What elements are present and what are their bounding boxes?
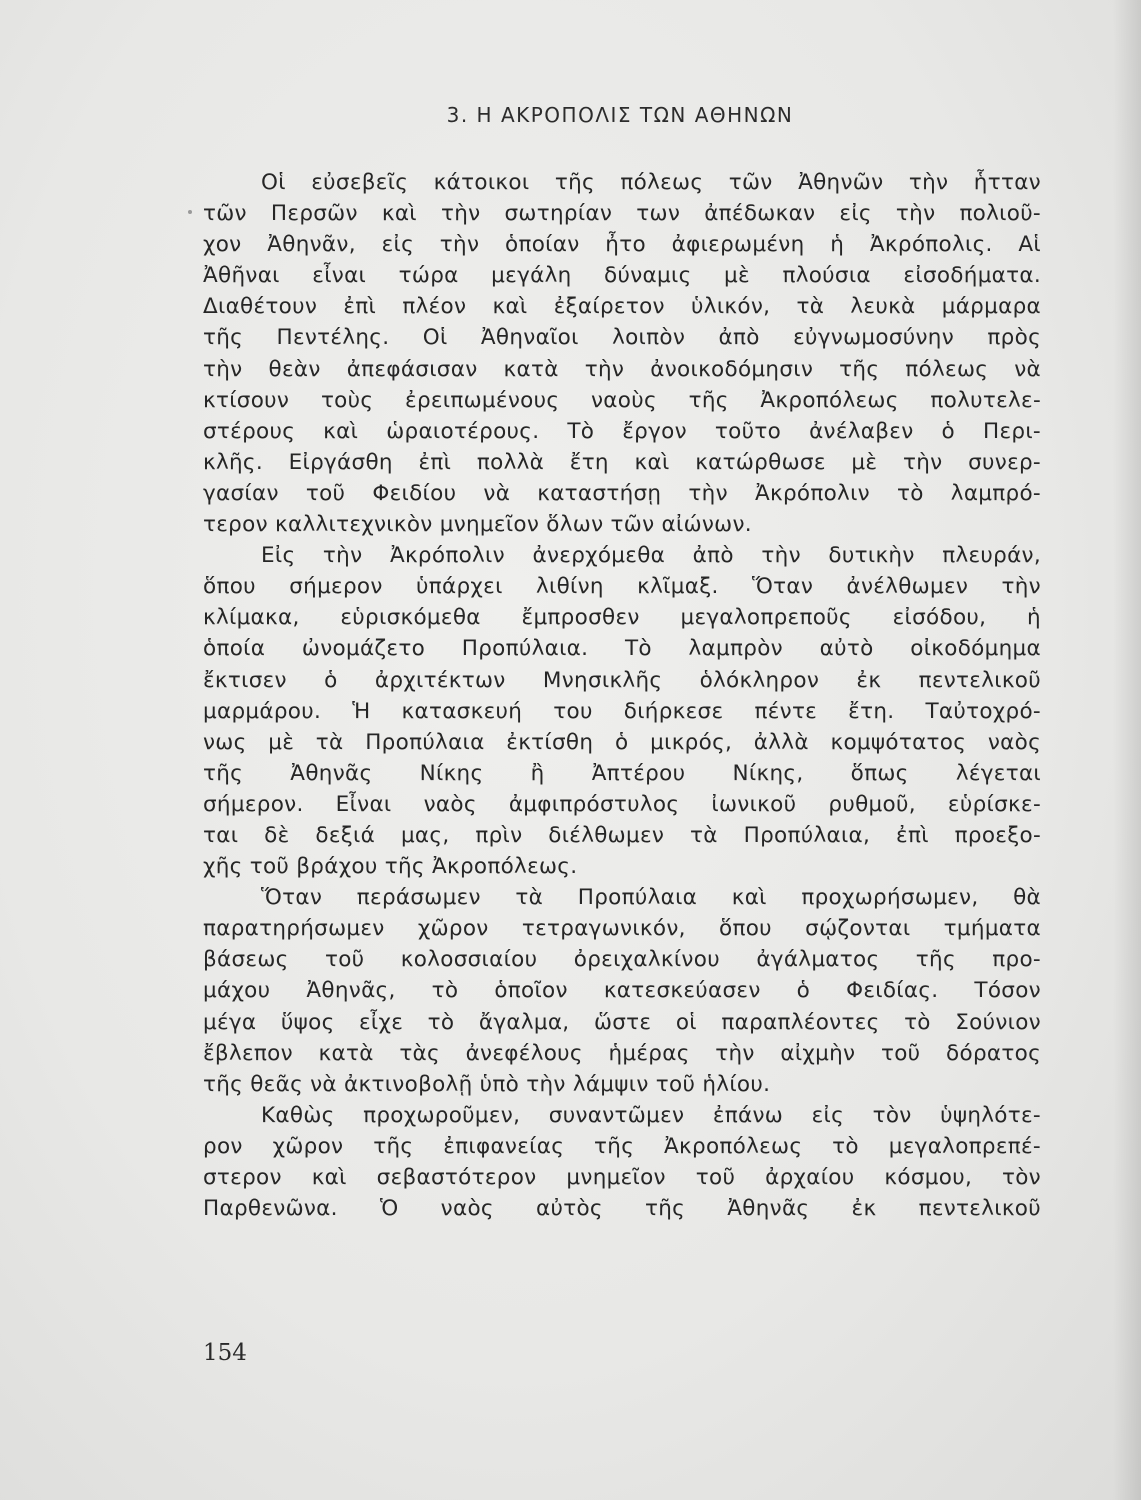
text-line: ται δὲ δεξιά μας, πρὶν διέλθωμεν τὰ Προπύλαια, ἐπὶ προεξο- (203, 822, 1041, 848)
text-line: τῆς Ἀθηνᾶς Νίκης ἢ Ἀπτέρου Νίκης, ὅπως λέγεται (203, 760, 1041, 786)
page-edge-shadow (1113, 0, 1141, 1500)
text-line: τῶν Περσῶν καὶ τὴν σωτηρίαν των ἀπέδωκαν εἰς τὴν πολιοῦ- (203, 201, 1041, 227)
text-line: χῆς τοῦ βράχου τῆς Ἀκροπόλεως. (203, 854, 578, 880)
text-line: ρον χῶρον τῆς ἐπιφανείας τῆς Ἀκροπόλεως τὸ μεγαλοπρεπέ- (203, 1133, 1041, 1159)
text-line: μέγα ὕψος εἶχε τὸ ἄγαλμα, ὥστε οἱ παραπλέοντες τὸ Σούνιον (203, 1009, 1041, 1035)
text-line: Καθὼς προχωροῦμεν, συναντῶμεν ἐπάνω εἰς τὸν ὑψηλότε- (261, 1102, 1041, 1128)
text-line: Οἱ εὐσεβεῖς κάτοικοι τῆς πόλεως τῶν Ἀθηνῶν τὴν ἧτταν (261, 170, 1041, 195)
text-line: μαρμάρου. Ἡ κατασκευή του διήρκεσε πέντε ἔτη. Ταὐτοχρό- (203, 698, 1041, 724)
text-line: ἔκτισεν ὁ ἀρχιτέκτων Μνησικλῆς ὁλόκληρον ἐκ πεντελικοῦ (203, 667, 1041, 693)
page-number: 154 (203, 1340, 247, 1366)
text-line: γασίαν τοῦ Φειδίου νὰ καταστήσῃ τὴν Ἀκρόπολιν τὸ λαμπρό- (203, 480, 1041, 506)
text-line: κλίμακα, εὑρισκόμεθα ἔμπροσθεν μεγαλοπρεποῦς εἰσόδου, ἡ (203, 605, 1041, 631)
text-line: βάσεως τοῦ κολοσσιαίου ὀρειχαλκίνου ἀγάλματος τῆς προ- (203, 947, 1041, 973)
running-head: 3. Η ΑΚΡΟΠΟΛΙΣ ΤΩΝ ΑΘΗΝΩΝ (446, 103, 794, 127)
text-line: νως μὲ τὰ Προπύλαια ἐκτίσθη ὁ μικρός, ἀλλὰ κομψότατος ναὸς (203, 729, 1041, 755)
text-line: τὴν θεὰν ἀπεφάσισαν κατὰ τὴν ἀνοικοδόμησιν τῆς πόλεως νὰ (203, 356, 1041, 382)
text-line: Διαθέτουν ἐπὶ πλέον καὶ ἐξαίρετον ὑλικόν, τὰ λευκὰ μάρμαρα (203, 294, 1041, 320)
text-line: χον Ἀθηνᾶν, εἰς τὴν ὁποίαν ἦτο ἀφιερωμένη ἡ Ἀκρόπολις. Αἱ (203, 232, 1041, 258)
body-text (203, 167, 1041, 1224)
text-line: ὅπου σήμερον ὑπάρχει λιθίνη κλῖμαξ. Ὅταν ἀνέλθωμεν τὴν (203, 574, 1041, 600)
text-line: Εἰς τὴν Ἀκρόπολιν ἀνερχόμεθα ἀπὸ τὴν δυτικὴν πλευράν, (261, 543, 1041, 569)
text-line: τερον καλλιτεχνικὸν μνημεῖον ὅλων τῶν αἰώνων. (203, 512, 752, 538)
text-line: παρατηρήσωμεν χῶρον τετραγωνικόν, ὅπου σῴζονται τμήματα (203, 916, 1041, 942)
paper-speck (188, 210, 192, 214)
text-line: τῆς θεᾶς νὰ ἀκτινοβολῇ ὑπὸ τὴν λάμψιν τοῦ ἡλίου. (203, 1071, 771, 1097)
text-line: κτίσουν τοὺς ἐρειπωμένους ναοὺς τῆς Ἀκροπόλεως πολυτελε- (203, 387, 1041, 413)
text-line: ὁποία ὠνομάζετο Προπύλαια. Τὸ λαμπρὸν αὐτὸ οἰκοδόμημα (203, 636, 1041, 662)
text-line: Παρθενῶνα. Ὁ ναὸς αὐτὸς τῆς Ἀθηνᾶς ἐκ πεντελικοῦ (203, 1196, 1041, 1222)
text-line: μάχου Ἀθηνᾶς, τὸ ὁποῖον κατεσκεύασεν ὁ Φειδίας. Τόσον (203, 978, 1041, 1004)
text-line: τῆς Πεντέλης. Οἱ Ἀθηναῖοι λοιπὸν ἀπὸ εὐγνωμοσύνην πρὸς (203, 325, 1041, 351)
text-line: κλῆς. Εἰργάσθη ἐπὶ πολλὰ ἔτη καὶ κατώρθωσε μὲ τὴν συνερ- (203, 449, 1041, 475)
text-line: Ἀθῆναι εἶναι τώρα μεγάλη δύναμις μὲ πλούσια εἰσοδήματα. (203, 263, 1041, 289)
text-line: στέρους καὶ ὡραιοτέρους. Τὸ ἔργον τοῦτο ἀνέλαβεν ὁ Περι- (203, 418, 1041, 444)
text-line: σήμερον. Εἶναι ναὸς ἀμφιπρόστυλος ἰωνικοῦ ρυθμοῦ, εὑρίσκε- (203, 791, 1041, 817)
text-line: Ὅταν περάσωμεν τὰ Προπύλαια καὶ προχωρήσωμεν, θὰ (261, 885, 1041, 911)
text-line: στερον καὶ σεβαστότερον μνημεῖον τοῦ ἀρχαίου κόσμου, τὸν (203, 1165, 1041, 1190)
text-line: ἔβλεπον κατὰ τὰς ἀνεφέλους ἡμέρας τὴν αἰχμὴν τοῦ δόρατος (203, 1040, 1041, 1066)
